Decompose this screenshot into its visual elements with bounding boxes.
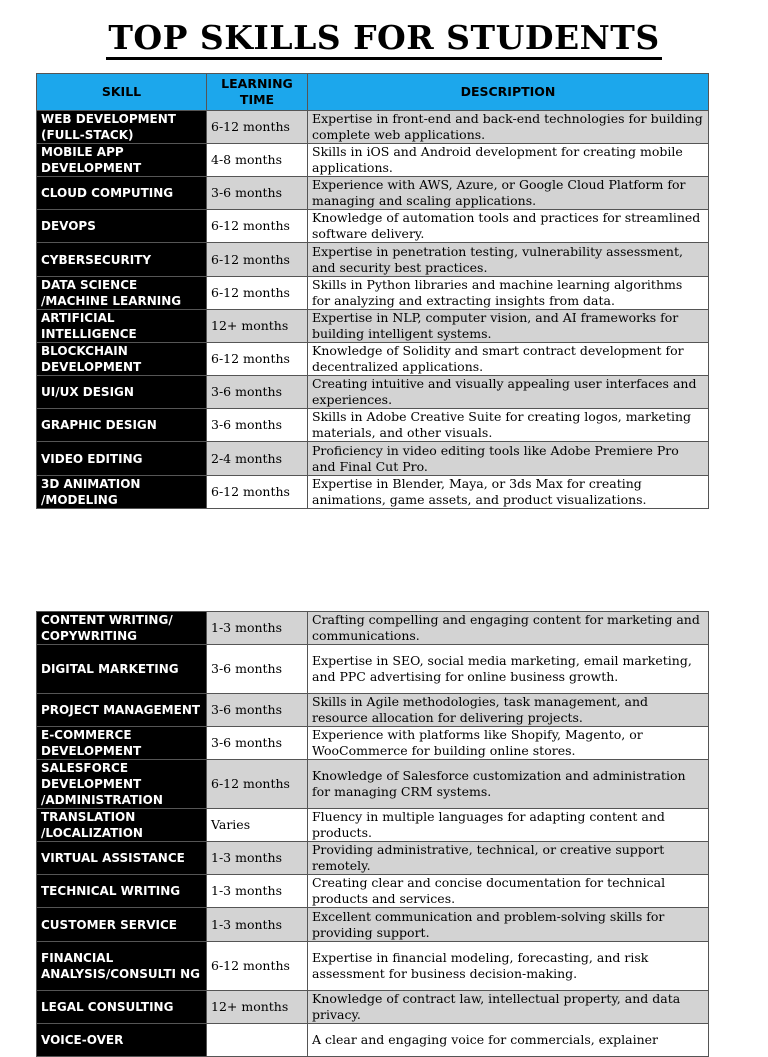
table-row — [37, 942, 709, 991]
table-row — [37, 144, 709, 177]
skill-cell: CYBERSECURITY — [37, 243, 207, 277]
learning-time-cell: 3-6 months — [207, 645, 308, 694]
skill-cell: DEVOPS — [37, 210, 207, 243]
description-cell: Knowledge of Solidity and smart contract development for decentralized applications. — [308, 343, 709, 376]
table-row — [37, 727, 709, 760]
description-cell: Expertise in SEO, social media marketing, email marketing, and PPC advertising for online business growth. — [308, 645, 709, 694]
learning-time-cell: 6-12 months — [207, 277, 308, 310]
learning-time-cell: Varies — [207, 809, 308, 842]
skill-cell: VIRTUAL ASSISTANCE — [37, 842, 207, 875]
table-row — [37, 809, 709, 842]
learning-time-cell: 6-12 months — [207, 243, 308, 277]
skill-cell: VOICE-OVER — [37, 1024, 207, 1057]
skill-cell: UI/UX DESIGN — [37, 376, 207, 409]
table-row — [37, 612, 709, 645]
learning-time-cell: 12+ months — [207, 310, 308, 343]
table-row — [37, 694, 709, 727]
table-header-row — [37, 74, 709, 111]
description-cell: Skills in Adobe Creative Suite for creating logos, marketing materials, and other visuals. — [308, 409, 709, 442]
learning-time-cell: 3-6 months — [207, 694, 308, 727]
skill-cell: FINANCIAL ANALYSIS/CONSULTI NG — [37, 942, 207, 991]
table-row — [37, 277, 709, 310]
learning-time-cell: 4-8 months — [207, 144, 308, 177]
learning-time-cell — [207, 1024, 308, 1057]
table-row — [37, 177, 709, 210]
table-row — [37, 376, 709, 409]
learning-time-cell: 6-12 months — [207, 476, 308, 509]
learning-time-cell: 6-12 months — [207, 111, 308, 144]
description-cell: Knowledge of automation tools and practices for streamlined software delivery. — [308, 210, 709, 243]
skill-cell: ARTIFICIAL INTELLIGENCE — [37, 310, 207, 343]
header-description: DESCRIPTION — [308, 74, 709, 111]
skills-table-2 — [36, 611, 709, 1057]
table-row — [37, 760, 709, 809]
description-cell: Providing administrative, technical, or creative support remotely. — [308, 842, 709, 875]
skill-cell: GRAPHIC DESIGN — [37, 409, 207, 442]
description-cell: Expertise in front-end and back-end technologies for building complete web applications. — [308, 111, 709, 144]
description-cell: Excellent communication and problem-solving skills for providing support. — [308, 908, 709, 942]
table-row — [37, 991, 709, 1024]
learning-time-cell: 1-3 months — [207, 842, 308, 875]
learning-time-cell: 1-3 months — [207, 612, 308, 645]
table-row — [37, 442, 709, 476]
skill-cell: TRANSLATION /LOCALIZATION — [37, 809, 207, 842]
header-skill: SKILL — [37, 74, 207, 111]
skill-cell: SALESFORCE DEVELOPMENT /ADMINISTRATION — [37, 760, 207, 809]
table-row — [37, 210, 709, 243]
description-cell: Expertise in Blender, Maya, or 3ds Max for creating animations, game assets, and product visualizations. — [308, 476, 709, 509]
description-cell: Skills in iOS and Android development for creating mobile applications. — [308, 144, 709, 177]
table-row — [37, 409, 709, 442]
table-row — [37, 243, 709, 277]
description-cell: Expertise in NLP, computer vision, and AI frameworks for building intelligent systems. — [308, 310, 709, 343]
learning-time-cell: 6-12 months — [207, 942, 308, 991]
description-cell: Crafting compelling and engaging content for marketing and communications. — [308, 612, 709, 645]
learning-time-cell: 12+ months — [207, 991, 308, 1024]
description-cell: Fluency in multiple languages for adapting content and products. — [308, 809, 709, 842]
table-row — [37, 343, 709, 376]
table-row — [37, 310, 709, 343]
learning-time-cell: 3-6 months — [207, 177, 308, 210]
skill-cell: LEGAL CONSULTING — [37, 991, 207, 1024]
description-cell: Skills in Agile methodologies, task management, and resource allocation for delivering projects. — [308, 694, 709, 727]
skill-cell: CUSTOMER SERVICE — [37, 908, 207, 942]
skill-cell: DATA SCIENCE /MACHINE LEARNING — [37, 277, 207, 310]
page-title: TOP SKILLS FOR STUDENTS — [0, 16, 768, 60]
learning-time-cell: 2-4 months — [207, 442, 308, 476]
skill-cell: E-COMMERCE DEVELOPMENT — [37, 727, 207, 760]
table-row — [37, 908, 709, 942]
description-cell: Creating clear and concise documentation for technical products and services. — [308, 875, 709, 908]
description-cell: A clear and engaging voice for commercials, explainer — [308, 1024, 709, 1057]
table-row — [37, 1024, 709, 1057]
learning-time-cell: 3-6 months — [207, 727, 308, 760]
skill-cell: WEB DEVELOPMENT (FULL-STACK) — [37, 111, 207, 144]
learning-time-cell: 3-6 months — [207, 376, 308, 409]
description-cell: Expertise in penetration testing, vulnerability assessment, and security best practices. — [308, 243, 709, 277]
description-cell: Experience with AWS, Azure, or Google Cloud Platform for managing and scaling applications. — [308, 177, 709, 210]
skill-cell: CONTENT WRITING/ COPYWRITING — [37, 612, 207, 645]
description-cell: Knowledge of Salesforce customization and administration for managing CRM systems. — [308, 760, 709, 809]
learning-time-cell: 1-3 months — [207, 908, 308, 942]
table-row — [37, 875, 709, 908]
skill-cell: VIDEO EDITING — [37, 442, 207, 476]
table-row — [37, 645, 709, 694]
skill-cell: 3D ANIMATION /MODELING — [37, 476, 207, 509]
table-row — [37, 476, 709, 509]
skill-cell: TECHNICAL WRITING — [37, 875, 207, 908]
description-cell: Creating intuitive and visually appealing user interfaces and experiences. — [308, 376, 709, 409]
description-cell: Knowledge of contract law, intellectual property, and data privacy. — [308, 991, 709, 1024]
description-cell: Skills in Python libraries and machine learning algorithms for analyzing and extracting insights from data. — [308, 277, 709, 310]
header-learning-time: LEARNING TIME — [207, 74, 308, 111]
description-cell: Expertise in financial modeling, forecasting, and risk assessment for business decision-making. — [308, 942, 709, 991]
skills-table-1 — [36, 73, 709, 509]
learning-time-cell: 6-12 months — [207, 760, 308, 809]
learning-time-cell: 6-12 months — [207, 210, 308, 243]
description-cell: Proficiency in video editing tools like Adobe Premiere Pro and Final Cut Pro. — [308, 442, 709, 476]
description-cell: Experience with platforms like Shopify, Magento, or WooCommerce for building online stores. — [308, 727, 709, 760]
skill-cell: PROJECT MANAGEMENT — [37, 694, 207, 727]
table-row — [37, 111, 709, 144]
learning-time-cell: 1-3 months — [207, 875, 308, 908]
skill-cell: MOBILE APP DEVELOPMENT — [37, 144, 207, 177]
learning-time-cell: 3-6 months — [207, 409, 308, 442]
skill-cell: BLOCKCHAIN DEVELOPMENT — [37, 343, 207, 376]
skill-cell: DIGITAL MARKETING — [37, 645, 207, 694]
learning-time-cell: 6-12 months — [207, 343, 308, 376]
table-row — [37, 842, 709, 875]
skill-cell: CLOUD COMPUTING — [37, 177, 207, 210]
